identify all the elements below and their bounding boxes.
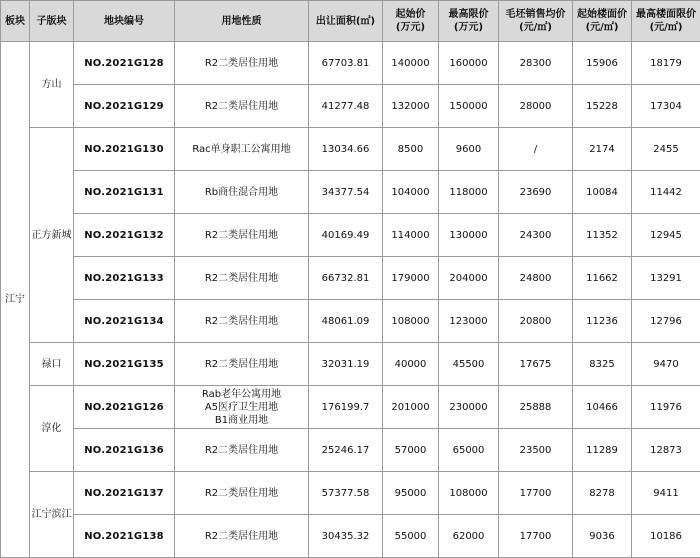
cell-area: 30435.32 (309, 515, 383, 558)
header-start-floor-unit: (元/㎡) (573, 21, 631, 34)
cell-use: R2二类居住用地 (175, 429, 309, 472)
header-block: 板块 (1, 1, 30, 42)
cell-use (175, 386, 309, 429)
cell-max-price: 204000 (439, 257, 499, 300)
cell-code: NO.2021G137 (74, 472, 175, 515)
cell-start-floor: 11662 (573, 257, 632, 300)
cell-area: 41277.48 (309, 85, 383, 128)
table-row (1, 472, 700, 515)
cell-max-floor: 12873 (632, 429, 700, 472)
cell-start-floor: 15906 (573, 42, 632, 85)
cell-gross-price: 24800 (499, 257, 573, 300)
cell-gross-price: 23690 (499, 171, 573, 214)
cell-code: NO.2021G129 (74, 85, 175, 128)
cell-max-floor: 11976 (632, 386, 700, 429)
header-gross-price-label: 毛坯销售均价 (499, 8, 572, 21)
cell-start-price: 114000 (383, 214, 439, 257)
header-gross-price (499, 1, 573, 42)
cell-max-price: 65000 (439, 429, 499, 472)
cell-code: NO.2021G133 (74, 257, 175, 300)
header-max-floor-unit: (元/㎡) (632, 21, 700, 34)
header-use: 用地性质 (175, 1, 309, 42)
cell-code: NO.2021G126 (74, 386, 175, 429)
cell-use-line: A5医疗卫生用地 (175, 401, 308, 414)
cell-area: 48061.09 (309, 300, 383, 343)
cell-start-floor: 9036 (573, 515, 632, 558)
cell-gross-price: 20800 (499, 300, 573, 343)
header-start-price-label: 起始价 (383, 8, 438, 21)
cell-max-price: 160000 (439, 42, 499, 85)
cell-use: R2二类居住用地 (175, 343, 309, 386)
header-start-floor (573, 1, 632, 42)
cell-use: Rb商住混合用地 (175, 171, 309, 214)
cell-max-floor: 12796 (632, 300, 700, 343)
cell-start-price: 179000 (383, 257, 439, 300)
cell-use: R2二类居住用地 (175, 472, 309, 515)
cell-start-floor: 10466 (573, 386, 632, 429)
cell-gross-price: 24300 (499, 214, 573, 257)
header-max-price-unit: (万元) (439, 21, 498, 34)
cell-max-price: 9600 (439, 128, 499, 171)
cell-max-floor: 17304 (632, 85, 700, 128)
cell-area: 66732.81 (309, 257, 383, 300)
cell-use: Rac单身职工公寓用地 (175, 128, 309, 171)
cell-start-price: 57000 (383, 429, 439, 472)
cell-start-floor: 15228 (573, 85, 632, 128)
cell-use: R2二类居住用地 (175, 42, 309, 85)
cell-area: 25246.17 (309, 429, 383, 472)
cell-use: R2二类居住用地 (175, 214, 309, 257)
cell-start-floor: 8278 (573, 472, 632, 515)
table-row (1, 214, 700, 257)
cell-max-floor: 13291 (632, 257, 700, 300)
cell-max-price: 108000 (439, 472, 499, 515)
subregion-fangshan: 方山 (30, 42, 74, 128)
cell-gross-price: 17700 (499, 472, 573, 515)
table-row (1, 429, 700, 472)
cell-start-floor: 2174 (573, 128, 632, 171)
cell-gross-price: 28300 (499, 42, 573, 85)
header-max-price-label: 最高限价 (439, 8, 498, 21)
cell-start-price: 104000 (383, 171, 439, 214)
cell-gross-price: 23500 (499, 429, 573, 472)
cell-gross-price: 17700 (499, 515, 573, 558)
cell-use-line: Rab老年公寓用地 (175, 388, 308, 401)
cell-max-price: 230000 (439, 386, 499, 429)
cell-use: R2二类居住用地 (175, 515, 309, 558)
cell-code: NO.2021G135 (74, 343, 175, 386)
table-row (1, 257, 700, 300)
table-row (1, 300, 700, 343)
header-subblock: 子版块 (30, 1, 74, 42)
cell-gross-price: 25888 (499, 386, 573, 429)
cell-max-floor: 9411 (632, 472, 700, 515)
region-cell: 江宁 (1, 42, 30, 558)
cell-area: 57377.58 (309, 472, 383, 515)
cell-gross-price: / (499, 128, 573, 171)
header-max-floor (632, 1, 700, 42)
cell-start-price: 108000 (383, 300, 439, 343)
cell-start-price: 132000 (383, 85, 439, 128)
header-start-price-unit: (万元) (383, 21, 438, 34)
cell-max-price: 130000 (439, 214, 499, 257)
subregion-binjiang: 江宁滨江 (30, 472, 74, 558)
cell-code: NO.2021G134 (74, 300, 175, 343)
cell-max-price: 118000 (439, 171, 499, 214)
cell-max-floor: 9470 (632, 343, 700, 386)
cell-area: 34377.54 (309, 171, 383, 214)
header-gross-price-unit: (元/㎡) (499, 21, 572, 34)
cell-max-floor: 2455 (632, 128, 700, 171)
cell-area: 40169.49 (309, 214, 383, 257)
cell-use: R2二类居住用地 (175, 300, 309, 343)
cell-max-price: 150000 (439, 85, 499, 128)
cell-code: NO.2021G132 (74, 214, 175, 257)
cell-start-price: 40000 (383, 343, 439, 386)
table-row (1, 171, 700, 214)
cell-start-price: 201000 (383, 386, 439, 429)
header-code: 地块编号 (74, 1, 175, 42)
cell-max-floor: 11442 (632, 171, 700, 214)
header-start-price (383, 1, 439, 42)
table-row (1, 515, 700, 558)
header-max-price (439, 1, 499, 42)
header-row (1, 1, 700, 42)
cell-max-price: 123000 (439, 300, 499, 343)
cell-max-floor: 12945 (632, 214, 700, 257)
cell-start-floor: 11352 (573, 214, 632, 257)
cell-area: 176199.7 (309, 386, 383, 429)
cell-start-price: 8500 (383, 128, 439, 171)
cell-start-floor: 11236 (573, 300, 632, 343)
subregion-chunhua: 淳化 (30, 386, 74, 472)
table-row (1, 386, 700, 429)
header-start-floor-label: 起始楼面价 (573, 8, 631, 21)
subregion-lukou: 禄口 (30, 343, 74, 386)
cell-code: NO.2021G131 (74, 171, 175, 214)
cell-max-floor: 10186 (632, 515, 700, 558)
cell-start-price: 55000 (383, 515, 439, 558)
cell-gross-price: 28000 (499, 85, 573, 128)
cell-code: NO.2021G128 (74, 42, 175, 85)
cell-code: NO.2021G130 (74, 128, 175, 171)
table-row (1, 85, 700, 128)
cell-start-floor: 8325 (573, 343, 632, 386)
cell-max-floor: 18179 (632, 42, 700, 85)
table-row (1, 42, 700, 85)
header-max-floor-label: 最高楼面限价 (632, 8, 700, 21)
cell-area: 32031.19 (309, 343, 383, 386)
header-area: 出让面积(㎡) (309, 1, 383, 42)
cell-start-price: 140000 (383, 42, 439, 85)
table-row (1, 128, 700, 171)
cell-max-price: 45500 (439, 343, 499, 386)
cell-use-line: B1商业用地 (175, 414, 308, 427)
cell-use: R2二类居住用地 (175, 85, 309, 128)
cell-code: NO.2021G136 (74, 429, 175, 472)
cell-max-price: 62000 (439, 515, 499, 558)
cell-area: 13034.66 (309, 128, 383, 171)
cell-start-floor: 10084 (573, 171, 632, 214)
cell-start-floor: 11289 (573, 429, 632, 472)
cell-area: 67703.81 (309, 42, 383, 85)
subregion-zhengfang: 正方新城 (30, 128, 74, 343)
cell-start-price: 95000 (383, 472, 439, 515)
cell-gross-price: 17675 (499, 343, 573, 386)
table-row (1, 343, 700, 386)
cell-use: R2二类居住用地 (175, 257, 309, 300)
cell-code: NO.2021G138 (74, 515, 175, 558)
